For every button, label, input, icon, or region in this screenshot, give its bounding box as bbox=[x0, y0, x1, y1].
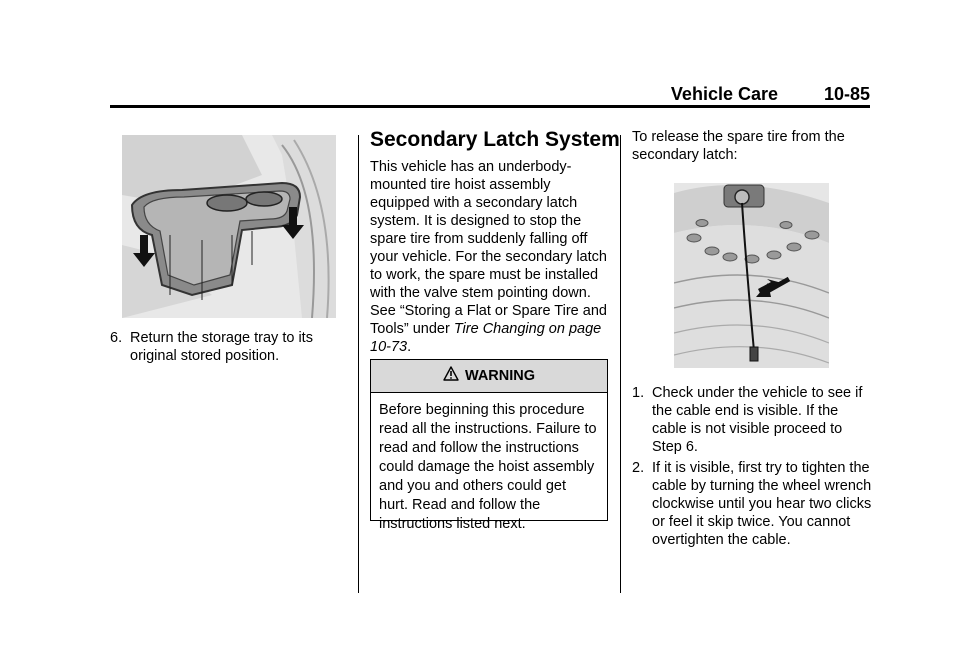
section-body bbox=[370, 158, 610, 356]
step-text: Check under the vehicle to see if the cable end is visible. If the cable is not visible proceed to Step 6. bbox=[652, 385, 863, 455]
header-page-number: 10-85 bbox=[823, 84, 870, 104]
warning-label: WARNING bbox=[464, 368, 536, 384]
warning-header bbox=[371, 360, 607, 393]
step-6 bbox=[110, 329, 340, 365]
column-divider-left bbox=[358, 135, 359, 593]
warning-box bbox=[370, 359, 608, 532]
section-title: Secondary Latch System bbox=[370, 128, 620, 151]
step-1 bbox=[632, 384, 872, 456]
warning-text: Before beginning this procedure read all the instructions. Failure to read and follow the instructions could damage the hoist assembly and you and others could get hurt. Read and follow the instructions listed next. bbox=[379, 402, 597, 532]
step-number: 1. bbox=[632, 385, 645, 401]
cross-reference-link[interactable]: Tire Changing on page 10-73 bbox=[370, 321, 602, 355]
step-number: 6. bbox=[110, 330, 123, 346]
step-2 bbox=[632, 459, 872, 549]
step-text: If it is visible, first try to tighten the cable by turning the wheel wrench clockwise until you hear two clicks or feel it skip twice. You cannot overtighten the cable. bbox=[652, 460, 872, 548]
header-rule bbox=[110, 105, 870, 108]
step-number: 2. bbox=[632, 460, 645, 476]
page-header bbox=[110, 84, 870, 106]
step-text: Return the storage tray to its original stored position. bbox=[130, 330, 313, 364]
warning-triangle-icon bbox=[443, 366, 459, 386]
release-intro: To release the spare tire from the secondary latch: bbox=[632, 129, 845, 163]
column-divider-right bbox=[620, 135, 621, 593]
body-end: . bbox=[407, 339, 412, 355]
header-section-title: Vehicle Care bbox=[670, 84, 778, 104]
storage-tray-illustration bbox=[122, 135, 336, 318]
spare-tire-illustration bbox=[674, 183, 829, 368]
body-text: This vehicle has an underbody-mounted tire hoist assembly equipped with a secondary latch system. It is designed to stop the spare tire from suddenly falling off your vehicle. For the secondary latch to work, the spare must be installed with the valve stem pointing down. See “Storing a Flat or Spare Tire and Tools” under bbox=[370, 159, 607, 337]
